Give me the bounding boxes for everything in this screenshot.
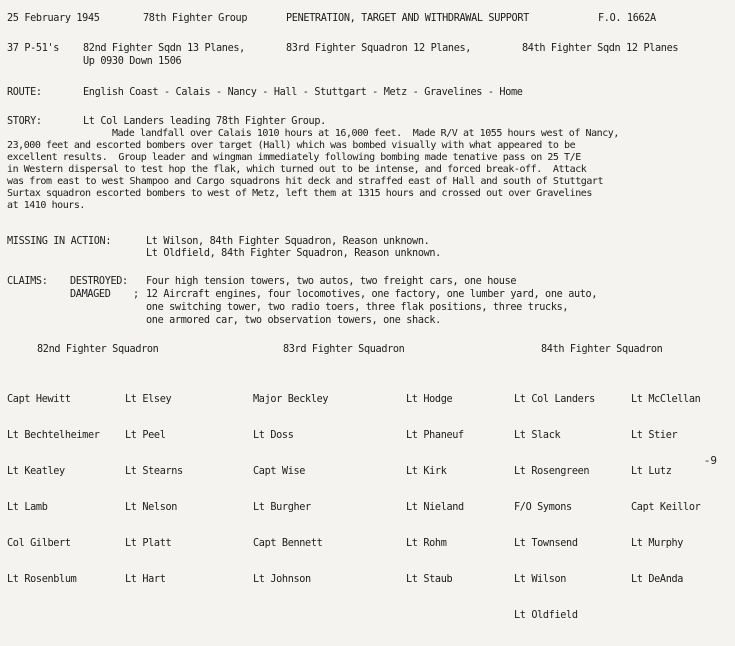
story-line: in Western dispersal to test hop the flak, which turned out to be intense, and forced break-off. Attack [7, 164, 587, 175]
field-order: F.O. 1662A [598, 13, 656, 24]
pilot-name: Lt Lamb [7, 502, 48, 513]
pilot-name: Capt Wise [253, 466, 306, 477]
pilot-name: Lt DeAnda [631, 574, 684, 585]
pilot-name: Capt Bennett [253, 538, 323, 549]
pilot-name: Lt Platt [125, 538, 172, 549]
pilot-name: Lt Doss [253, 430, 294, 441]
pilot-name: Lt McClellan [631, 394, 701, 405]
sqdn-82-planes: 82nd Fighter Sqdn 13 Planes, [83, 43, 245, 54]
story-line: Surtax squadron escorted bombers to west of Metz, left them at 1315 hours and crossed out over Gravelines [7, 188, 592, 199]
pilot-name: Lt Phaneuf [406, 430, 464, 441]
roster-83-col2 [406, 370, 464, 610]
pilot-name: Lt Hodge [406, 394, 453, 405]
pilot-name: Lt Elsey [125, 394, 172, 405]
sqdn-84-planes: 84th Fighter Sqdn 12 Planes [522, 43, 679, 54]
squadron-title: 82nd Fighter Squadron [37, 344, 159, 355]
claims-label: CLAIMS: [7, 276, 48, 287]
destroyed-label: DESTROYED: [70, 276, 128, 287]
pilot-name: Lt Burgher [253, 502, 311, 513]
sqdn-83-planes: 83rd Fighter Squadron 12 Planes, [286, 43, 472, 54]
pilot-name: Lt Murphy [631, 538, 684, 549]
pilot-name: Lt Nieland [406, 502, 464, 513]
damaged-line: 12 Aircraft engines, four locomotives, one factory, one lumber yard, one auto, [146, 289, 598, 300]
mia-line: Lt Wilson, 84th Fighter Squadron, Reason unknown. [146, 236, 430, 247]
destroyed-text: Four high tension towers, two autos, two freight cars, one house [146, 276, 517, 287]
pilot-name: Lt Keatley [7, 466, 65, 477]
pilot-name: Lt Lutz [631, 466, 672, 477]
roster-82-col1 [7, 370, 100, 610]
pilot-name: Lt Hart [125, 574, 166, 585]
story-line: Made landfall over Calais 1010 hours at 16,000 feet. Made R/V at 1055 hours west of Nancy, [112, 128, 619, 139]
roster-83-col1 [253, 370, 328, 610]
pilot-name: Col Gilbert [7, 538, 71, 549]
pilot-name: Lt Stier [631, 430, 678, 441]
pilot-name: Lt Col Landers [514, 394, 595, 405]
mission-type: PENETRATION, TARGET AND WITHDRAWAL SUPPORT [286, 13, 529, 24]
roster-84-col1 [514, 370, 595, 646]
pilot-name: Lt Johnson [253, 574, 311, 585]
story-line: was from east to west Shampoo and Cargo squadrons hit deck and straffed east of Hall and south of Stuttgart [7, 176, 604, 187]
pilot-name: Lt Oldfield [514, 610, 578, 621]
roster-84-col2 [631, 370, 700, 610]
report-date: 25 February 1945 [7, 13, 100, 24]
pilot-name: Lt Stearns [125, 466, 183, 477]
damaged-label: DAMAGED [70, 289, 111, 300]
pilot-name: Lt Kirk [406, 466, 447, 477]
route-text: English Coast - Calais - Nancy - Hall - Stuttgart - Metz - Gravelines - Home [83, 87, 523, 98]
story-line: at 1410 hours. [7, 200, 85, 211]
mia-label: MISSING IN ACTION: [7, 236, 112, 247]
pilot-name: Lt Nelson [125, 502, 178, 513]
story-line: excellent results. Group leader and wingman immediately following bombing made tenative pass on 25 T/E [7, 152, 581, 163]
damaged-separator: ; [133, 289, 139, 300]
mia-line: Lt Oldfield, 84th Fighter Squadron, Reason unknown. [146, 248, 441, 259]
pilot-name: F/O Symons [514, 502, 572, 513]
pilot-name: Lt Staub [406, 574, 453, 585]
up-down-times: Up 0930 Down 1506 [83, 56, 182, 67]
story-line: 23,000 feet and escorted bombers over target (Hall) which was bombed visually with what appeared to be [7, 140, 576, 151]
corner-page-mark: -9 [703, 454, 717, 467]
pilot-name: Major Beckley [253, 394, 329, 405]
squadron-title: 83rd Fighter Squadron [283, 344, 405, 355]
roster-82-col2 [125, 370, 183, 610]
pilot-name: Lt Rosengreen [514, 466, 590, 477]
pilot-name: Capt Hewitt [7, 394, 71, 405]
route-label: ROUTE: [7, 87, 42, 98]
pilot-name: Capt Keillor [631, 502, 701, 513]
pilot-name: Lt Rohm [406, 538, 447, 549]
pilot-name: Lt Peel [125, 430, 166, 441]
pilot-name: Lt Wilson [514, 574, 567, 585]
pilot-name: Lt Rosenblum [7, 574, 77, 585]
damaged-line: one switching tower, two radio toers, three flak positions, three trucks, [146, 302, 569, 313]
damaged-line: one armored car, two observation towers, one shack. [146, 315, 441, 326]
story-line: Lt Col Landers leading 78th Fighter Group. [83, 116, 326, 127]
group-name: 78th Fighter Group [143, 13, 248, 24]
squadron-title: 84th Fighter Squadron [541, 344, 663, 355]
pilot-name: Lt Townsend [514, 538, 578, 549]
aircraft-count: 37 P-51's [7, 43, 60, 54]
pilot-name: Lt Bechtelheimer [7, 430, 100, 441]
pilot-name: Lt Slack [514, 430, 561, 441]
story-label: STORY: [7, 116, 42, 127]
